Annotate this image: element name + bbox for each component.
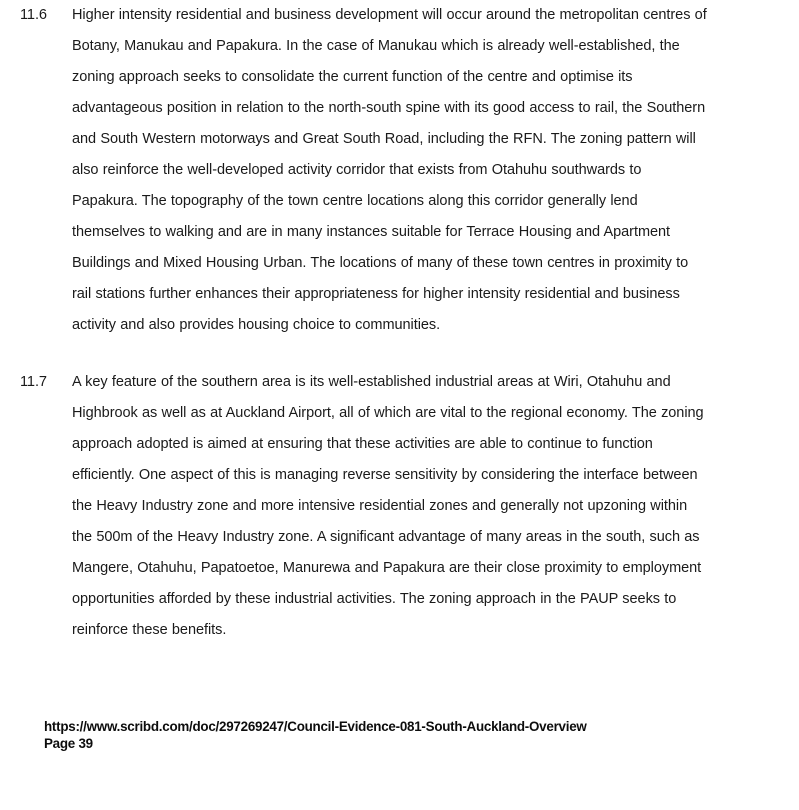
clause-paragraph: A key feature of the southern area is its well-established industrial areas at Wiri, Otahuhu and Highbrook as well as at Auckland Airport, all of which are vital to the regional economy. The zoning approach adopted is aimed at ensuring that these activities are able to continue to function efficiently. One aspect of this is managing reverse sensitivity by considering the interface between the Heavy Industry zone and more intensive residential zones and generally not upzoning within the 500m of the Heavy Industry zone. A significant advantage of many areas in the south, such as Mangere, Otahuhu, Papatoetoe, Manurewa and Papakura are their close proximity to employment opportunities afforded by these industrial activities. The zoning approach in the PAUP seeks to reinforce these benefits. <box>72 374 704 638</box>
clause-11-6 <box>0 0 799 341</box>
source-url[interactable]: https://www.scribd.com/doc/297269247/Council-Evidence-081-South-Auckland-Overview <box>44 719 587 734</box>
page-number-label: Page 39 <box>44 736 93 751</box>
clause-paragraph: Higher intensity residential and business development will occur around the metropolitan centres of Botany, Manukau and Papakura. In the case of Manukau which is already well-established, the zoning approach seeks to consolidate the current function of the centre and optimise its advantageous position in relation to the north-south spine with its good access to rail, the Southern and South Western motorways and Great South Road, including the RFN. The zoning pattern will also reinforce the well-developed activity corridor that exists from Otahuhu southwards to Papakura. The topography of the town centre locations along this corridor generally lend themselves to walking and are in many instances suitable for Terrace Housing and Apartment Buildings and Mixed Housing Urban. The locations of many of these town centres in proximity to rail stations further enhances their appropriateness for higher intensity residential and business activity and also provides housing choice to communities. <box>72 7 707 333</box>
clause-number: 11.7 <box>20 374 47 390</box>
clause-11-7 <box>0 367 799 646</box>
clause-number: 11.6 <box>20 7 47 23</box>
footer-stamp <box>44 718 764 752</box>
